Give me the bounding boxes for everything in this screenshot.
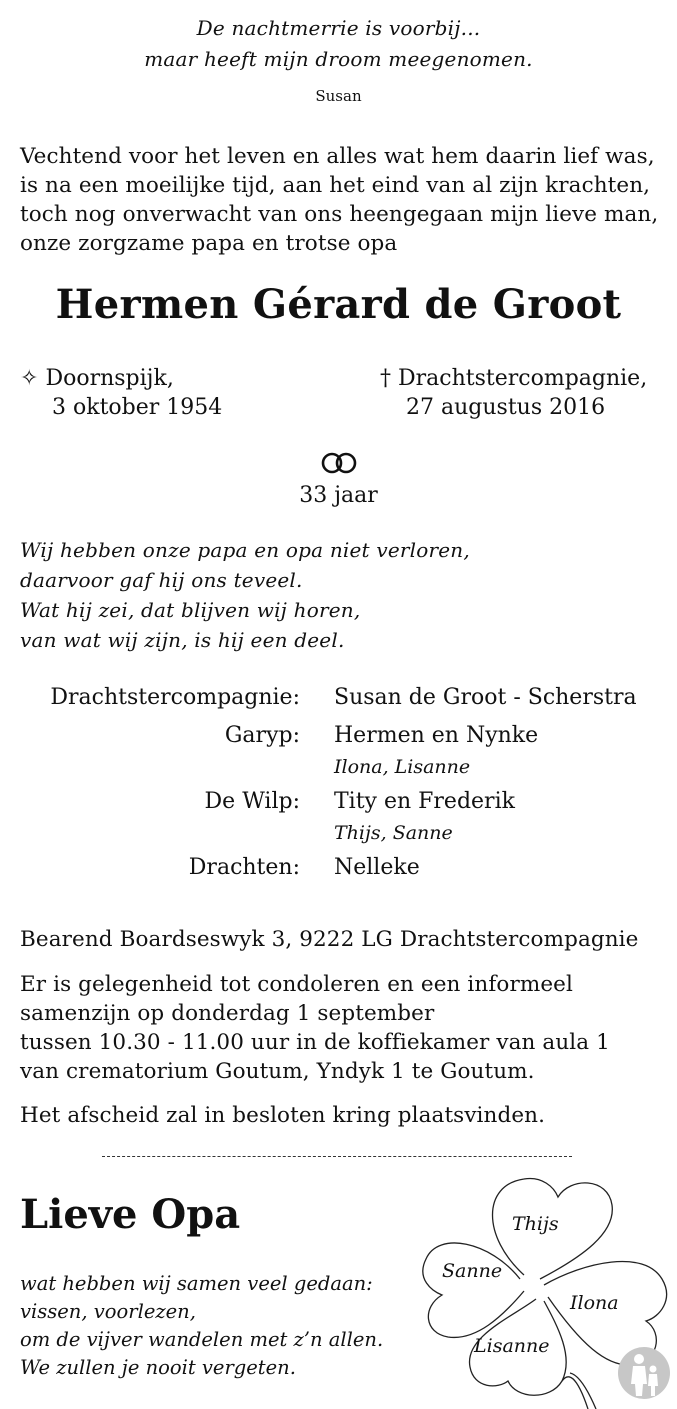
- kids-poem-line: vissen, voorlezen,: [20, 1300, 196, 1323]
- family-names: Nelleke: [334, 855, 420, 880]
- watermark-logo-icon: [617, 1344, 671, 1402]
- condolence-line: van crematorium Goutum, Yndyk 1 te Goutum.: [20, 1059, 535, 1084]
- family-children: Thijs, Sanne: [334, 822, 453, 844]
- intro-line: is na een moeilijke tijd, aan het eind van al zijn krachten,: [20, 173, 651, 198]
- intro-line: onze zorgzame papa en trotse opa: [20, 231, 398, 256]
- poem-line: daarvoor gaf hij ons teveel.: [20, 568, 303, 592]
- family-place: De Wilp:: [204, 789, 300, 814]
- clover-name-ilona: Ilona: [570, 1292, 619, 1314]
- farewell-note: Het afscheid zal in besloten kring plaatsvinden.: [20, 1103, 546, 1128]
- clover-name-sanne: Sanne: [442, 1260, 503, 1282]
- birth-star-icon: ✧: [20, 366, 39, 391]
- dashed-divider: [102, 1156, 572, 1157]
- poem-line: Wat hij zei, dat blijven wij horen,: [20, 598, 361, 622]
- birth-place: ✧ Doornspijk,: [20, 366, 174, 391]
- poem-line: Wij hebben onze papa en opa niet verloren,: [20, 538, 470, 562]
- family-place: Drachtstercompagnie:: [50, 685, 300, 710]
- family-names: Hermen en Nynke: [334, 723, 539, 748]
- motto-line-1: De nachtmerrie is voorbij...: [196, 16, 481, 40]
- deceased-name: Hermen Gérard de Groot: [55, 281, 622, 328]
- kids-poem-line: wat hebben wij samen veel gedaan:: [20, 1272, 373, 1295]
- family-names: Susan de Groot - Scherstra: [334, 685, 637, 710]
- condolence-line: samenzijn op donderdag 1 september: [20, 1001, 435, 1026]
- motto-signature: Susan: [315, 87, 362, 105]
- clover-name-thijs: Thijs: [512, 1213, 559, 1235]
- intro-line: Vechtend voor het leven en alles wat hem daarin lief was,: [20, 144, 655, 169]
- address: Bearend Boardseswyk 3, 9222 LG Drachtstercompagnie: [20, 927, 639, 952]
- cross-icon: †: [380, 366, 391, 391]
- wedding-rings-icon: [318, 451, 360, 475]
- clover-name-lisanne: Lisanne: [474, 1335, 550, 1357]
- condolence-line: Er is gelegenheid tot condoleren en een informeel: [20, 972, 573, 997]
- family-place: Drachten:: [188, 855, 300, 880]
- birth-date: 3 oktober 1954: [52, 395, 223, 420]
- kids-poem-line: We zullen je nooit vergeten.: [20, 1356, 296, 1379]
- marriage-years: 33 jaar: [299, 483, 378, 508]
- poem-line: van wat wij zijn, is hij een deel.: [20, 628, 345, 652]
- kids-title: Lieve Opa: [20, 1191, 241, 1238]
- intro-line: toch nog onverwacht van ons heengegaan mijn lieve man,: [20, 202, 659, 227]
- death-place: † Drachtstercompagnie,: [380, 366, 648, 391]
- family-place: Garyp:: [224, 723, 300, 748]
- condolence-line: tussen 10.30 - 11.00 uur in de koffiekamer van aula 1: [20, 1030, 610, 1055]
- family-children: Ilona, Lisanne: [334, 756, 471, 778]
- kids-poem-line: om de vijver wandelen met z’n allen.: [20, 1328, 384, 1351]
- death-date: 27 augustus 2016: [406, 395, 606, 420]
- motto-line-2: maar heeft mijn droom meegenomen.: [144, 47, 533, 71]
- family-names: Tity en Frederik: [334, 789, 515, 814]
